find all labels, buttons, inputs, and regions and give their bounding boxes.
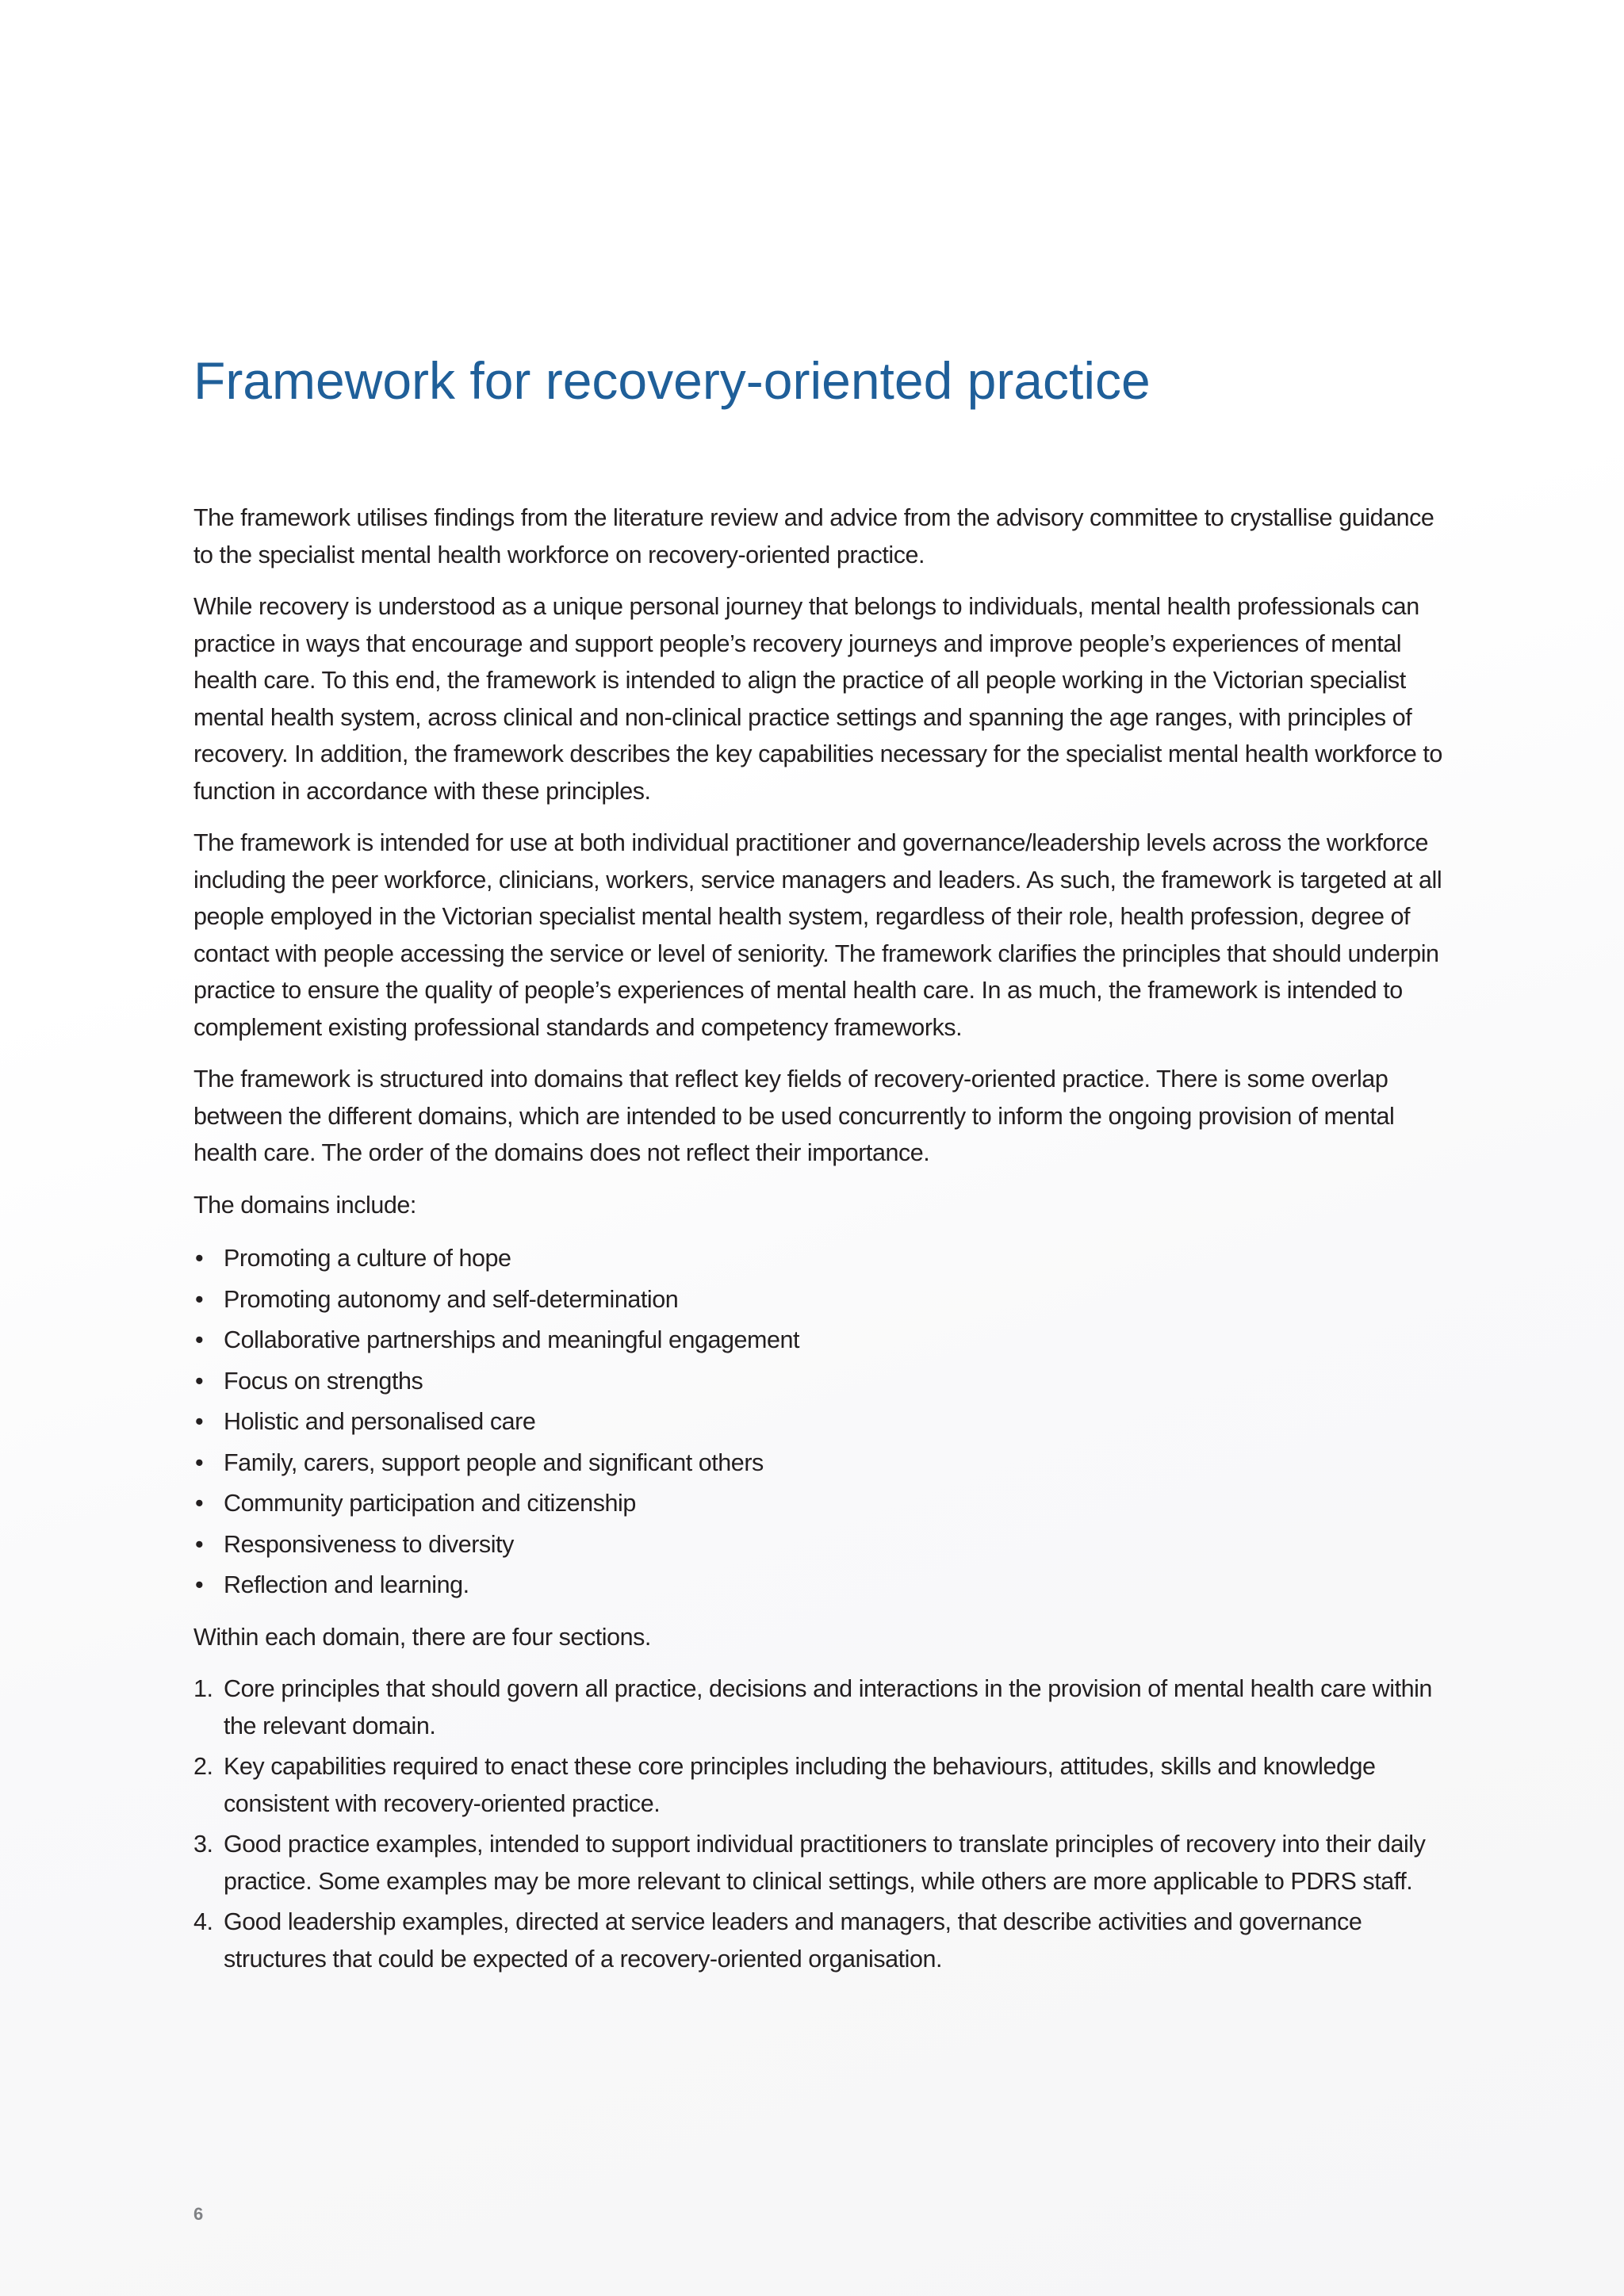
list-item-text: Reflection and learning. — [224, 1571, 469, 1598]
list-item-text: Family, carers, support people and significant others — [224, 1448, 764, 1476]
numbered-item — [193, 1904, 1446, 1977]
list-item — [193, 1565, 1446, 1606]
list-item-text: Responsiveness to diversity — [224, 1530, 514, 1558]
numbered-item-text: Good leadership examples, directed at service leaders and managers, that describe activities and governance structures that could be expected of a recovery-oriented organisation. — [224, 1908, 1362, 1973]
list-item — [193, 1525, 1446, 1566]
list-item — [193, 1483, 1446, 1525]
numbered-item — [193, 1748, 1446, 1822]
document-body — [193, 499, 1446, 1977]
paragraph-intro: The framework utilises findings from the literature review and advice from the advisory committee to crystallise guidance to the specialist mental health workforce on recovery-oriented practice. — [193, 504, 1434, 568]
domains-list — [193, 1238, 1446, 1606]
numbered-item-text: Key capabilities required to enact these core principles including the behaviours, attitudes, skills and knowledge consistent with recovery-oriented practice. — [224, 1753, 1376, 1817]
list-item-text: Holistic and personalised care — [224, 1408, 536, 1435]
numbered-item — [193, 1826, 1446, 1900]
page-number: 6 — [193, 2204, 204, 2224]
paragraph-structure: The framework is structured into domains that reflect key fields of recovery-oriented practice. There is some overlap between the different domains, which are intended to be used concurrently to inform the ongoing provision of mental health care. The order of the domains does not reflect their importance. — [193, 1066, 1395, 1166]
sections-list — [193, 1670, 1446, 1977]
document-page — [193, 349, 1446, 1990]
numbered-item-text: Good practice examples, intended to support individual practitioners to translate principles of recovery into their daily practice. Some examples may be more relevant to clinical settings, while others are more applicable to PDRS staff. — [224, 1831, 1426, 1895]
bullet-icon: • — [195, 1448, 204, 1476]
paragraph-use: The framework is intended for use at both individual practitioner and governance/leadership levels across the workforce including the peer workforce, clinicians, workers, service managers and leaders. As such, the framework is targeted at all people employed in the Victorian specialist mental health system, regardless of their role, health profession, degree of contact with people accessing the service or level of seniority. The framework clarifies the principles that should underpin practice to ensure the quality of people’s experiences of mental health care. In as much, the framework is intended to complement existing professional standards and competency frameworks. — [193, 829, 1442, 1041]
paragraph-recovery: While recovery is understood as a unique personal journey that belongs to individuals, mental health professionals can practice in ways that encourage and support people’s recovery journeys and improve people’s experiences of mental health care. To this end, the framework is intended to align the practice of all people working in the Victorian specialist mental health system, across clinical and non-clinical practice settings and spanning the age ranges, with principles of recovery. In addition, the framework describes the key capabilities necessary for the specialist mental health workforce to function in accordance with these principles. — [193, 593, 1442, 805]
list-item — [193, 1238, 1446, 1280]
bullet-icon: • — [195, 1285, 204, 1313]
list-item — [193, 1320, 1446, 1361]
sections-intro: Within each domain, there are four sections. — [193, 1623, 651, 1651]
list-item-text: Collaborative partnerships and meaningful engagement — [224, 1326, 800, 1353]
bullet-icon: • — [195, 1490, 204, 1517]
item-number: 4. — [193, 1908, 213, 1935]
domains-intro: The domains include: — [193, 1191, 416, 1219]
list-item-text: Promoting a culture of hope — [224, 1245, 511, 1272]
item-number: 1. — [193, 1675, 213, 1702]
list-item-text: Community participation and citizenship — [224, 1490, 636, 1517]
bullet-icon: • — [195, 1326, 204, 1353]
numbered-item — [193, 1670, 1446, 1744]
list-item — [193, 1443, 1446, 1484]
item-number: 2. — [193, 1753, 213, 1780]
bullet-icon: • — [195, 1530, 204, 1558]
bullet-icon: • — [195, 1245, 204, 1272]
list-item-text: Promoting autonomy and self-determination — [224, 1285, 679, 1313]
item-number: 3. — [193, 1831, 213, 1858]
list-item — [193, 1280, 1446, 1321]
list-item — [193, 1361, 1446, 1402]
bullet-icon: • — [195, 1408, 204, 1435]
list-item-text: Focus on strengths — [224, 1367, 423, 1395]
page-title: Framework for recovery-oriented practice — [193, 351, 1151, 410]
bullet-icon: • — [195, 1571, 204, 1598]
numbered-item-text: Core principles that should govern all practice, decisions and interactions in the provision of mental health care within the relevant domain. — [224, 1675, 1432, 1739]
list-item — [193, 1402, 1446, 1443]
bullet-icon: • — [195, 1367, 204, 1395]
